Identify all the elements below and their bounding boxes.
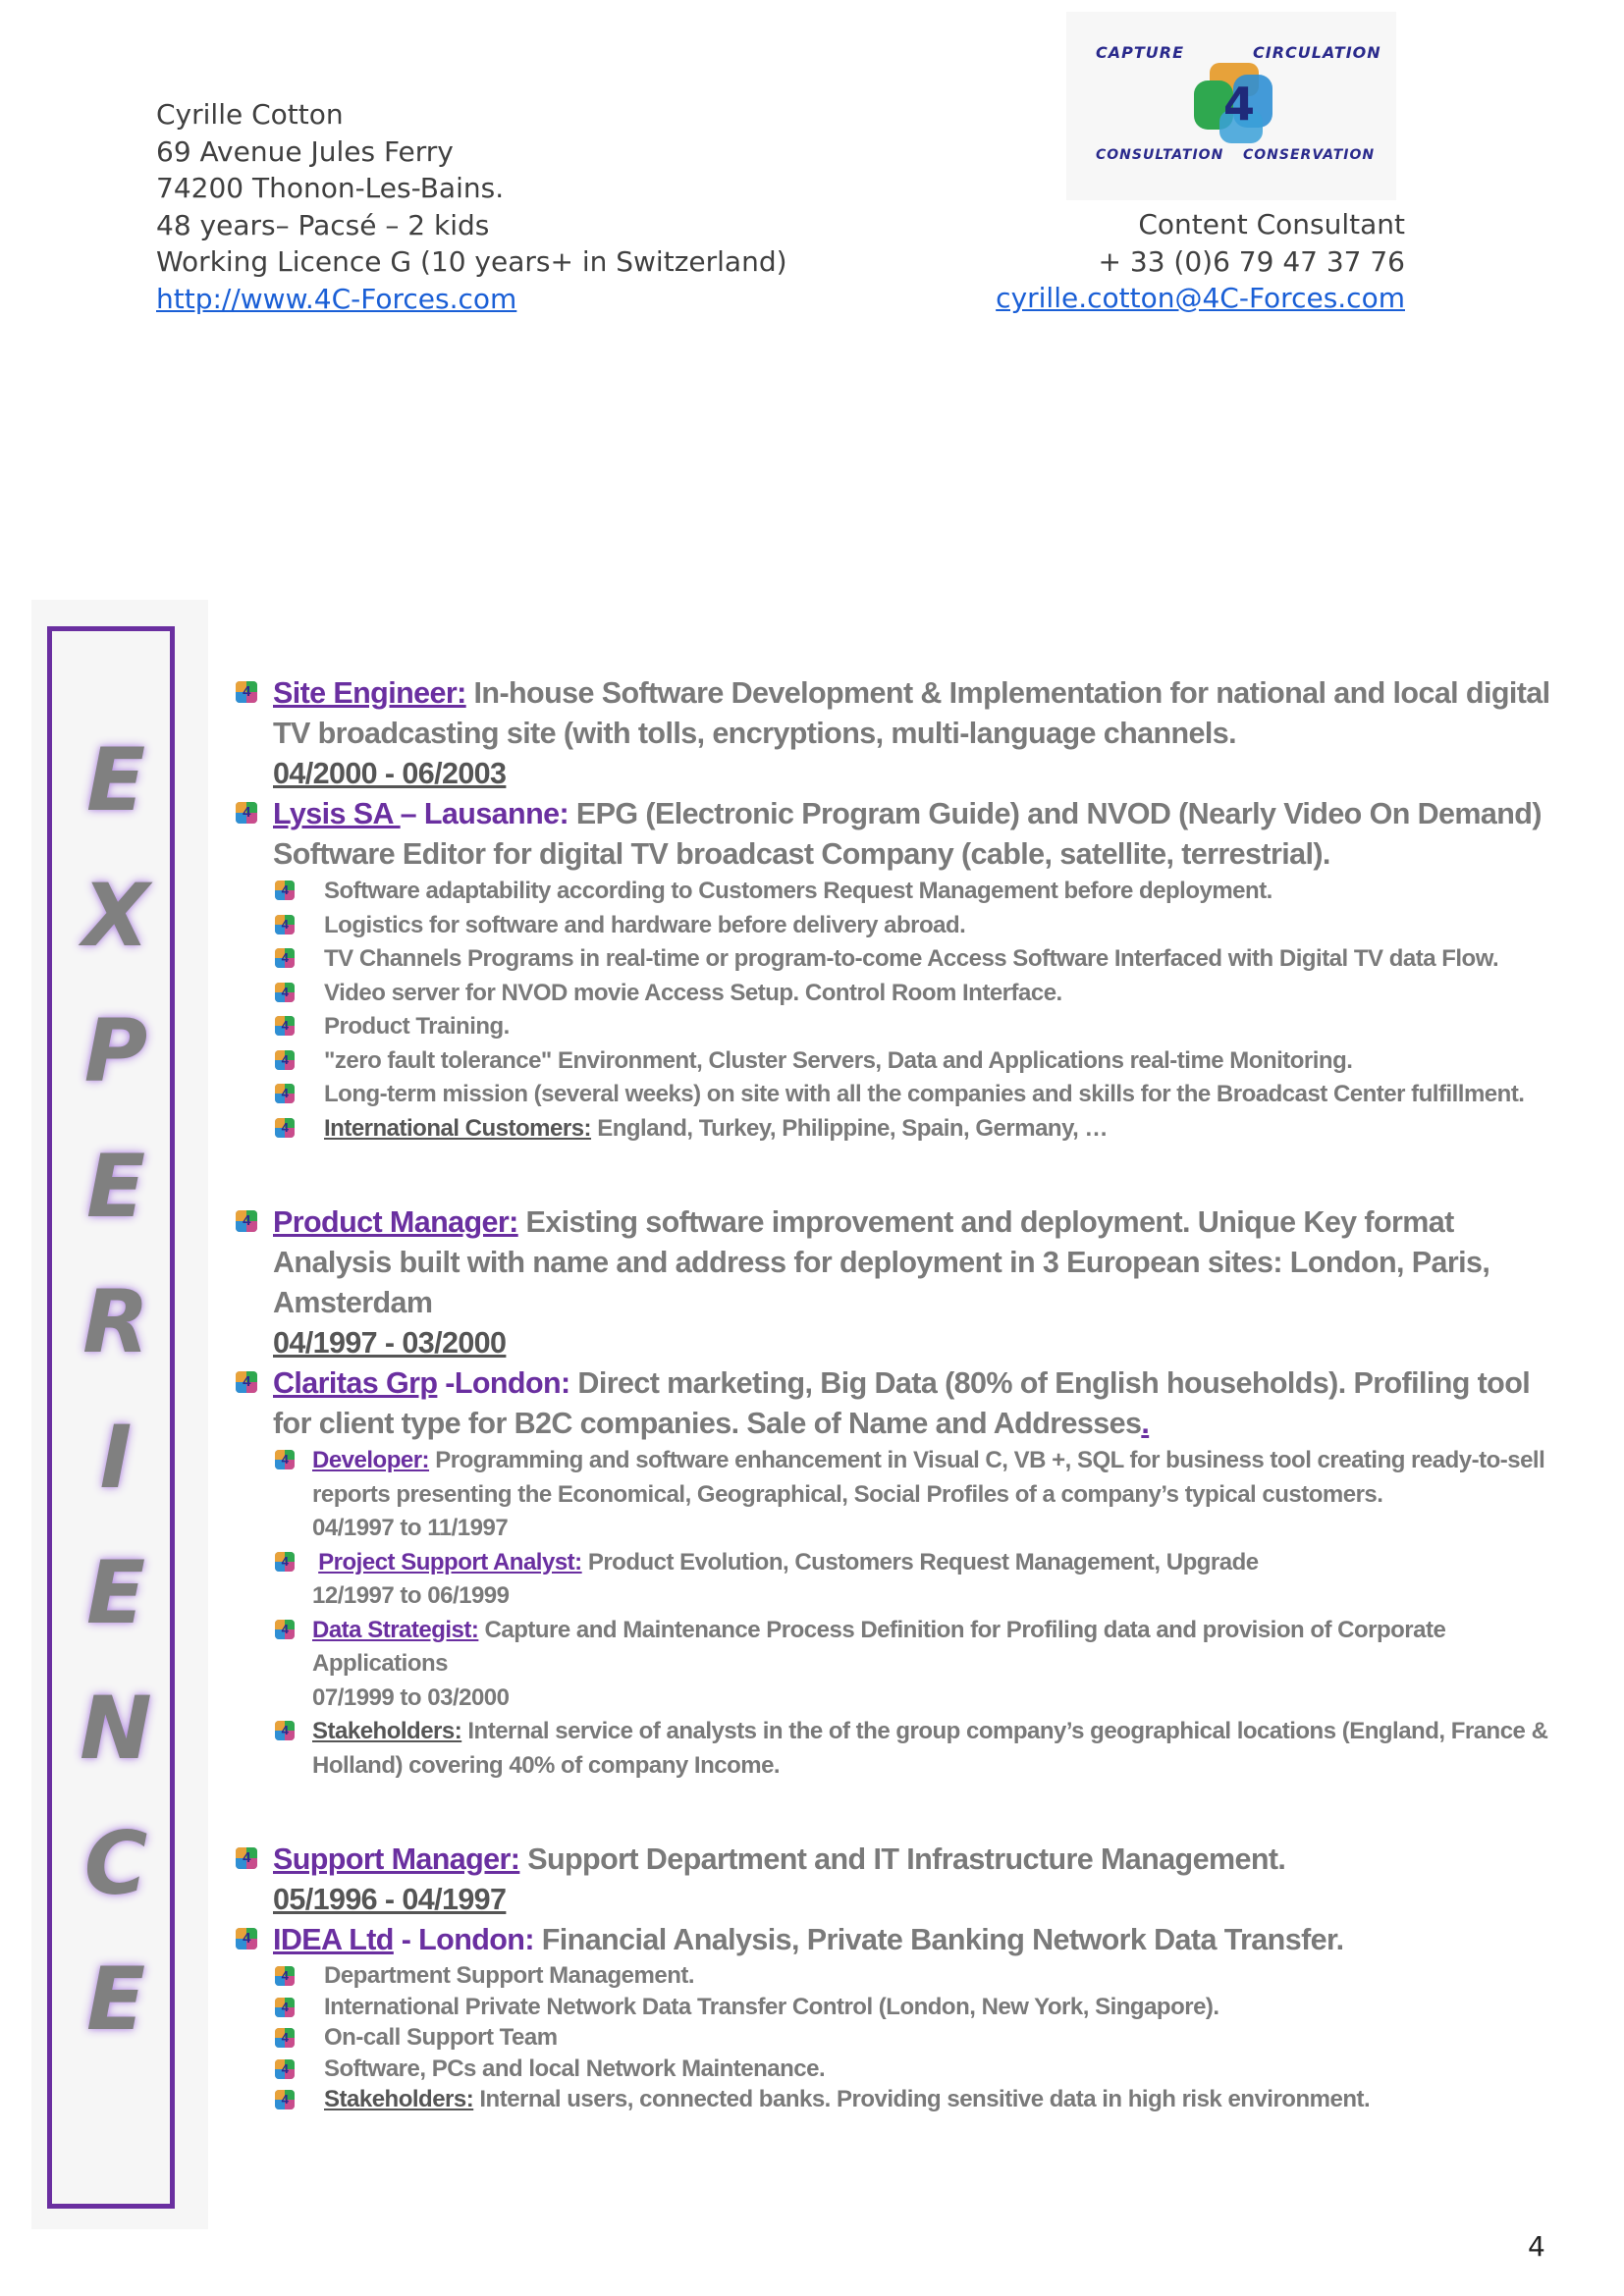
company-description: Financial Analysis, Private Banking Network Data Transfer.	[533, 1923, 1344, 1956]
logo-circulation: CIRCULATION	[1253, 43, 1381, 62]
company-location: -London:	[437, 1366, 570, 1400]
experience-content	[226, 673, 1551, 2115]
banner-letter: E	[85, 1136, 146, 1237]
task-item: 4 Software adaptability according to Customers Request Management before deployment.	[226, 875, 1551, 909]
address-line-2: 74200 Thonon-Les-Bains.	[156, 172, 505, 204]
job-role: Product Manager:	[273, 1205, 518, 1239]
page-number: 4	[1528, 2230, 1545, 2263]
company-name: Lysis SA	[273, 797, 401, 830]
spacer	[226, 1146, 1551, 1202]
subrole-item: 4 Project Support Analyst: Product Evolution, Customers Request Management, Upgrade 12/1997 to 06/1999	[226, 1546, 1551, 1614]
spacer	[226, 1783, 1551, 1840]
bullet-icon: 4	[275, 1084, 295, 1103]
banner-letter: E	[85, 1542, 146, 1643]
job-dates: 04/1997 - 03/2000	[273, 1326, 507, 1360]
stakeholders-item: 4 Stakeholders: Internal users, connected banks. Providing sensitive data in high risk environment.	[226, 2084, 1551, 2115]
company-entry: 4 Claritas Grp -London: Direct marketing, Big Data (80% of English households). Profiling tool for client type for B2C companies. Sale of Name and Addresses.	[226, 1363, 1551, 1444]
bullet-icon: 4	[236, 1928, 257, 1949]
job-entry	[226, 1840, 1551, 1920]
job-description: Existing software improvement and deployment. Unique Key format Analysis built with name and address for deployment in 3 European sites: London, Paris, Amsterdam	[273, 1205, 1490, 1319]
task-item: 4 Long-term mission (several weeks) on site with all the companies and skills for the Broadcast Center fulfillment.	[226, 1078, 1551, 1112]
contact-block	[156, 96, 787, 317]
subrole-item: 4 Data Strategist: Capture and Maintenance Process Definition for Profiling data and provision of Corporate Applications 07/1999 to 03/2000	[226, 1614, 1551, 1716]
bullet-icon: 4	[236, 1210, 257, 1232]
bullet-icon: 4	[275, 1118, 295, 1138]
bullet-icon: 4	[275, 1016, 295, 1036]
job-role: Support Manager:	[273, 1842, 520, 1876]
banner-letter: N	[80, 1678, 152, 1779]
experience-banner	[47, 626, 175, 2209]
personal-info: 48 years– Pacsé – 2 kids	[156, 208, 490, 241]
task-item: 4 Product Training.	[226, 1010, 1551, 1044]
stakeholders-item: 4 Stakeholders: Internal service of analysts in the of the group company’s geographical locations (England, France & Holland) covering 40% of company Income.	[226, 1715, 1551, 1783]
bullet-icon: 4	[275, 2028, 295, 2048]
banner-letter: R	[82, 1271, 149, 1372]
company-entry	[226, 794, 1551, 875]
customers-item: 4 International Customers: England, Turkey, Philippine, Spain, Germany, …	[226, 1112, 1551, 1147]
company-entry	[226, 1920, 1551, 1960]
name: Cyrille Cotton	[156, 98, 344, 131]
job-role: Content Consultant	[1138, 208, 1405, 240]
logo-conservation: CONSERVATION	[1243, 147, 1376, 163]
bullet-icon: 4	[275, 1450, 295, 1469]
company-location: – Lausanne:	[400, 797, 569, 830]
banner-letter: C	[83, 1813, 148, 1914]
logo-consultation: CONSULTATION	[1096, 147, 1224, 163]
bullet-icon: 4	[275, 1050, 295, 1070]
logo-mark-text: 4	[1223, 78, 1256, 131]
banner-letter: P	[83, 1000, 148, 1101]
bullet-icon: 4	[275, 2090, 295, 2109]
bullet-icon: 4	[275, 2059, 295, 2079]
job-description: Support Department and IT Infrastructure Management.	[519, 1842, 1286, 1876]
website-link[interactable]: http://www.4C-Forces.com	[156, 282, 517, 315]
bullet-icon: 4	[236, 802, 257, 824]
bullet-icon: 4	[275, 1552, 295, 1572]
task-item: 4 Software, PCs and local Network Maintenance.	[226, 2054, 1551, 2085]
address-line-1: 69 Avenue Jules Ferry	[156, 134, 454, 168]
job-entry	[226, 1202, 1551, 1363]
task-item: 4 Department Support Management.	[226, 1960, 1551, 1992]
bullet-icon: 4	[275, 1998, 295, 2017]
task-item: 4 "zero fault tolerance" Environment, Cluster Servers, Data and Applications real-time Monitoring.	[226, 1044, 1551, 1079]
job-description: In-house Software Development & Implementation for national and local digital TV broadcasting site (with tolls, encryptions, multi-language channels.	[273, 676, 1550, 750]
email-link[interactable]: cyrille.cotton@4C-Forces.com	[996, 282, 1405, 314]
banner-letter: X	[82, 865, 149, 966]
banner-letter: E	[85, 729, 146, 830]
bullet-icon: 4	[236, 1847, 257, 1869]
bullet-icon: 4	[275, 1620, 295, 1639]
logo-mark-icon	[1180, 55, 1288, 153]
task-item: 4 Logistics for software and hardware before delivery abroad.	[226, 909, 1551, 943]
banner-letter: E	[85, 1949, 146, 2050]
company-description: Direct marketing, Big Data (80% of English households). Profiling tool for client type for B2C companies. Sale of Name and Addresses	[273, 1366, 1531, 1440]
bullet-icon: 4	[236, 1371, 257, 1393]
task-item: 4 International Private Network Data Transfer Control (London, New York, Singapore).	[226, 1992, 1551, 2023]
bullet-icon: 4	[275, 1966, 295, 1986]
company-location: - London:	[393, 1923, 534, 1956]
bullet-icon: 4	[275, 983, 295, 1002]
contact-right	[996, 206, 1405, 317]
company-logo	[1066, 12, 1396, 200]
company-name: IDEA Ltd	[273, 1923, 394, 1956]
bullet-icon: 4	[275, 948, 295, 968]
job-role: Site Engineer:	[273, 676, 466, 710]
bullet-icon: 4	[275, 881, 295, 900]
job-dates: 05/1996 - 04/1997	[273, 1883, 507, 1916]
banner-letter: I	[99, 1407, 133, 1508]
logo-capture: CAPTURE	[1096, 43, 1185, 62]
subrole-item: 4 Developer: Programming and software enhancement in Visual C, VB +, SQL for business tool creating ready-to-sell reports presenting the Economical, Geographical, Social Profiles of a company’s typical customers. 04/1997 to 11/1997	[226, 1444, 1551, 1546]
job-dates: 04/2000 - 06/2003	[273, 757, 507, 790]
company-name: Claritas Grp	[273, 1366, 438, 1400]
bullet-icon: 4	[275, 1721, 295, 1740]
bullet-icon: 4	[236, 681, 257, 703]
job-entry	[226, 673, 1551, 794]
company-description: EPG (Electronic Program Guide) and NVOD (Nearly Video On Demand) Software Editor for digital TV broadcast Company (cable, satellite, terrestrial).	[273, 797, 1542, 871]
task-item: 4 On-call Support Team	[226, 2022, 1551, 2054]
task-item: 4 TV Channels Programs in real-time or program-to-come Access Software Interfaced with Digital TV data Flow.	[226, 942, 1551, 977]
task-item: 4 Video server for NVOD movie Access Setup. Control Room Interface.	[226, 977, 1551, 1011]
bullet-icon: 4	[275, 915, 295, 934]
work-licence: Working Licence G (10 years+ in Switzerland)	[156, 245, 787, 278]
phone-number: + 33 (0)6 79 47 37 76	[1098, 244, 1405, 278]
